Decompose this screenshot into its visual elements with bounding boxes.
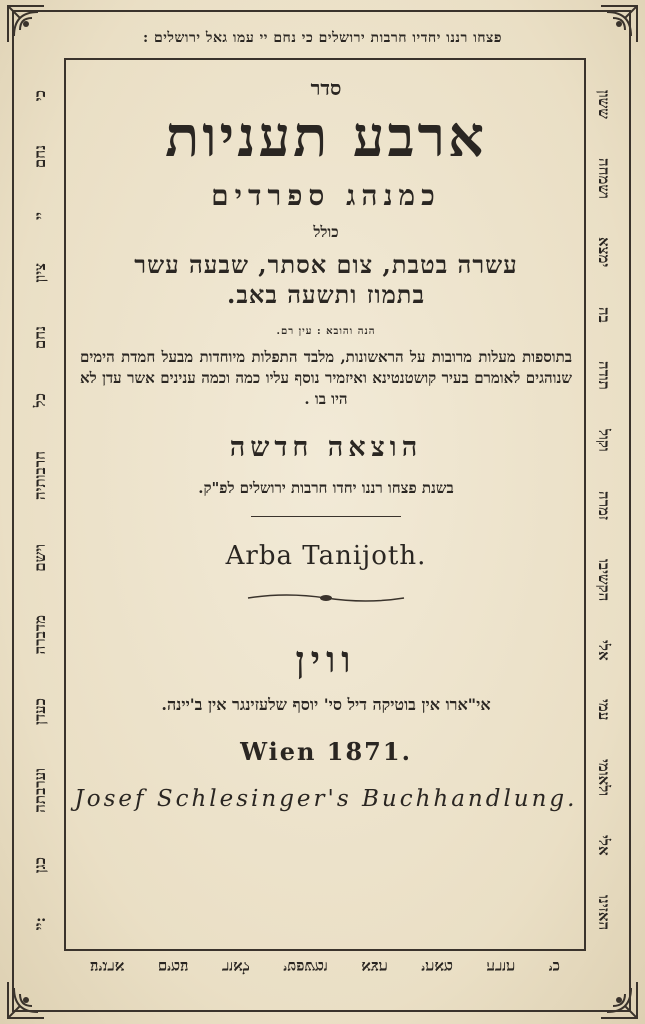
top-border-verse: פצחו רננו יחדיו חרבות ירושלים כי נחם יי עמו גאל ירושלים :	[142, 30, 503, 46]
border-word: עמי	[595, 699, 613, 721]
corner-ornament-icon	[4, 978, 48, 1022]
fast-days-line-2: בתמוז ותשעה באב.	[226, 280, 426, 309]
border-word: ששון	[595, 90, 613, 119]
new-edition-heading: הוצאה חדשה	[229, 432, 423, 463]
border-word: בה	[595, 306, 613, 323]
border-word: אלי	[595, 639, 613, 661]
border-word: לאור	[221, 958, 250, 976]
border-word: כל	[31, 392, 49, 408]
border-word: יי:	[31, 916, 49, 930]
border-word: כגן	[31, 856, 49, 873]
title-page-content	[70, 62, 582, 812]
border-word: אלי	[595, 835, 613, 856]
left-border-verse	[26, 90, 54, 930]
border-word: האזינו	[595, 894, 613, 930]
border-word: כי	[31, 90, 49, 102]
border-word: ימצא	[595, 237, 613, 268]
border-word: ציון	[31, 263, 49, 283]
divider	[251, 516, 401, 517]
year-line: בשנת פצחו רננו יחדו חרבות ירושלים לפ"ק.	[198, 479, 454, 497]
verse-reference: הנה והובא : עין רם.	[276, 326, 376, 337]
border-word: נחם	[31, 326, 49, 350]
publisher-hebrew: אי"ארו אין בוטיקה דיל סי' יוסף שלעזינגר אין ב'יינה.	[161, 695, 491, 714]
border-word: עמים	[157, 958, 189, 976]
corner-ornament-icon	[597, 978, 641, 1022]
fast-days-line-1: עשרה בטבת, צום אסתר, שבעה עשר	[134, 250, 518, 279]
border-word: נחם	[31, 144, 49, 169]
border-word: כעדן	[31, 697, 49, 725]
main-title: ארבע תעניות	[165, 104, 487, 170]
border-word: ומשפטי	[283, 958, 328, 976]
border-word: זמרה	[595, 490, 613, 520]
city-hebrew: ווין	[295, 639, 357, 681]
border-word: תצא	[361, 958, 388, 976]
border-word: וערבתה	[31, 768, 49, 814]
border-word: ושמחה	[595, 157, 613, 199]
border-word: כי	[548, 958, 560, 976]
right-border-verse	[590, 90, 618, 930]
latin-title: Arba Tanijoth.	[225, 541, 427, 571]
border-word: יי	[31, 211, 49, 220]
city-year: Wien 1871.	[240, 737, 412, 766]
border-word: וישם	[31, 543, 49, 572]
includes-label: כולל	[313, 223, 339, 241]
border-word: מדברה	[31, 615, 49, 655]
publisher-german: Josef Schlesinger's Buchhandlung.	[74, 786, 578, 812]
description-paragraph: בתוספות מעלות מרובות על הראשונות, מלבד התפלות מיוחדות מבעל חמדת הימים שנוהגים לאומרם בעיר קושטנטינא ואיזמיר נוסף עליו כמה וכמה ענינים אשר עדן לא היו בו .	[80, 348, 572, 408]
flourish-divider-icon	[246, 591, 406, 605]
border-word: תורה	[486, 958, 516, 976]
border-word: מאתי	[421, 958, 453, 976]
seder-heading: סדר	[310, 76, 342, 100]
border-word: הקשיבו	[595, 558, 613, 601]
border-word: ולאומי	[595, 759, 613, 797]
corner-ornament-icon	[597, 2, 641, 46]
border-word: ארגיע	[90, 958, 125, 976]
border-word: וקול	[595, 429, 613, 452]
subtitle: כמנהג ספרדים	[211, 179, 441, 212]
bottom-border-verse	[90, 957, 560, 976]
corner-ornament-icon	[4, 2, 48, 46]
border-word: תודה	[595, 361, 613, 391]
border-word: חרבותיה	[31, 450, 49, 500]
